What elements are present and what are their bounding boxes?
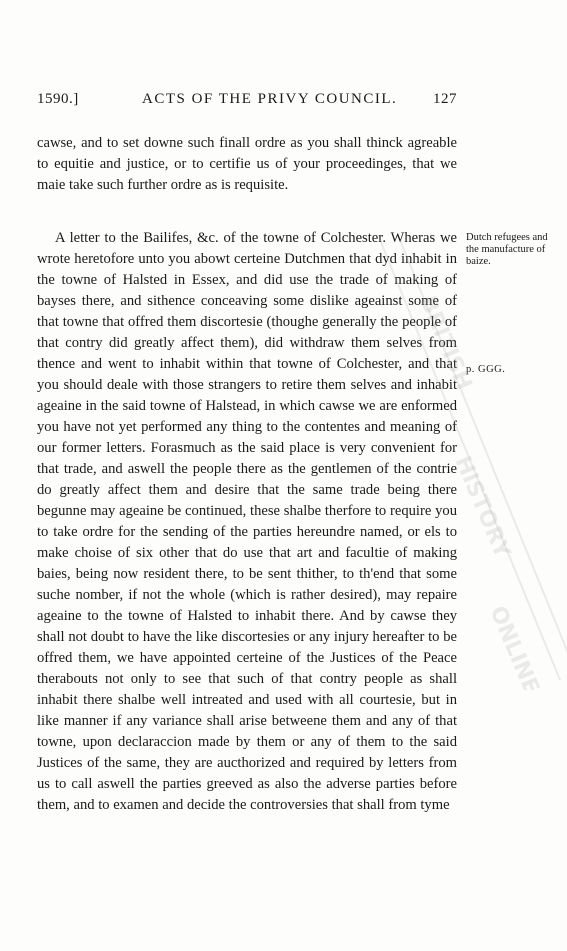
page-number: 127 [433,91,457,107]
paragraph-continuation: cawse, and to set downe such finall ordre as you shall thinck agreable to equitie and justice, or to certifie us of your proceedinges, that we maie take such further ordre as is requisite. [37,135,457,193]
svg-text:HISTORY: HISTORY [449,452,515,562]
running-header [37,91,457,115]
svg-text:BRITISH: BRITISH [414,292,477,394]
header-title: ACTS OF THE PRIVY COUNCIL. [142,91,398,107]
marginal-page-reference: p. GGG. [466,364,506,375]
marginal-note: Dutch refugees and the manufacture of baize. [466,232,548,267]
svg-text:ONLINE: ONLINE [484,602,544,690]
paragraph-letter-colchester: A letter to the Bailifes, &c. of the towne of Colchester. Wheras we wrote heretofore unto you abowt certeine Dutchmen that dyd inhabit in the towne of Halsted in Essex, and did use the trade of making of bayses there, and sithence conceaving some dislike ageainst some of that towne that offred them discortesie (thoughe generally the people of that contry did greatly affect them), did withdraw them selves from thence and went to inhabit within that towne of Colchester, and that you should deale with those strangers to retire them selves and inhabit ageaine in the said towne of Halstead, in which cawse we are enformed you have not yet performed any thing to the contentes and meaning of our former letters. Forasmuch as the said place is very convenient for that trade, and aswell the people there as the gentlemen of the contrie do greatly affect them and desire that the same trade being there begunne may ageaine be continued, these shalbe therfore to require you to take ordre for the sending of the parties hereundre named, or els to make choise of six other that do use that art and facultie of making baies, being now resident there, to be sent thither, to th'end that some suche nomber, if not the whole (which is rather desired), may repaire ageaine to the towne of Halsted to inhabit there. And by cawse they shall not doubt to have the like discortesies or any injury hereafter to be offred them, we have appointed certeine of the Justices of the Peace therabouts not only to see that such of that contry people as shall inhabit there shalbe well intreated and used with all courtesie, but in like manner if any variance shall arise betweene them and any of that towne, upon declaraccion made by them or any of them to the said Justices of the same, they are aucthorized and required by letters from us to call aswell the parties greeved as also the adverse parties before them, and to examen and decide the controversies that shall from tyme [37,230,457,813]
header-year: 1590.] [37,91,79,107]
